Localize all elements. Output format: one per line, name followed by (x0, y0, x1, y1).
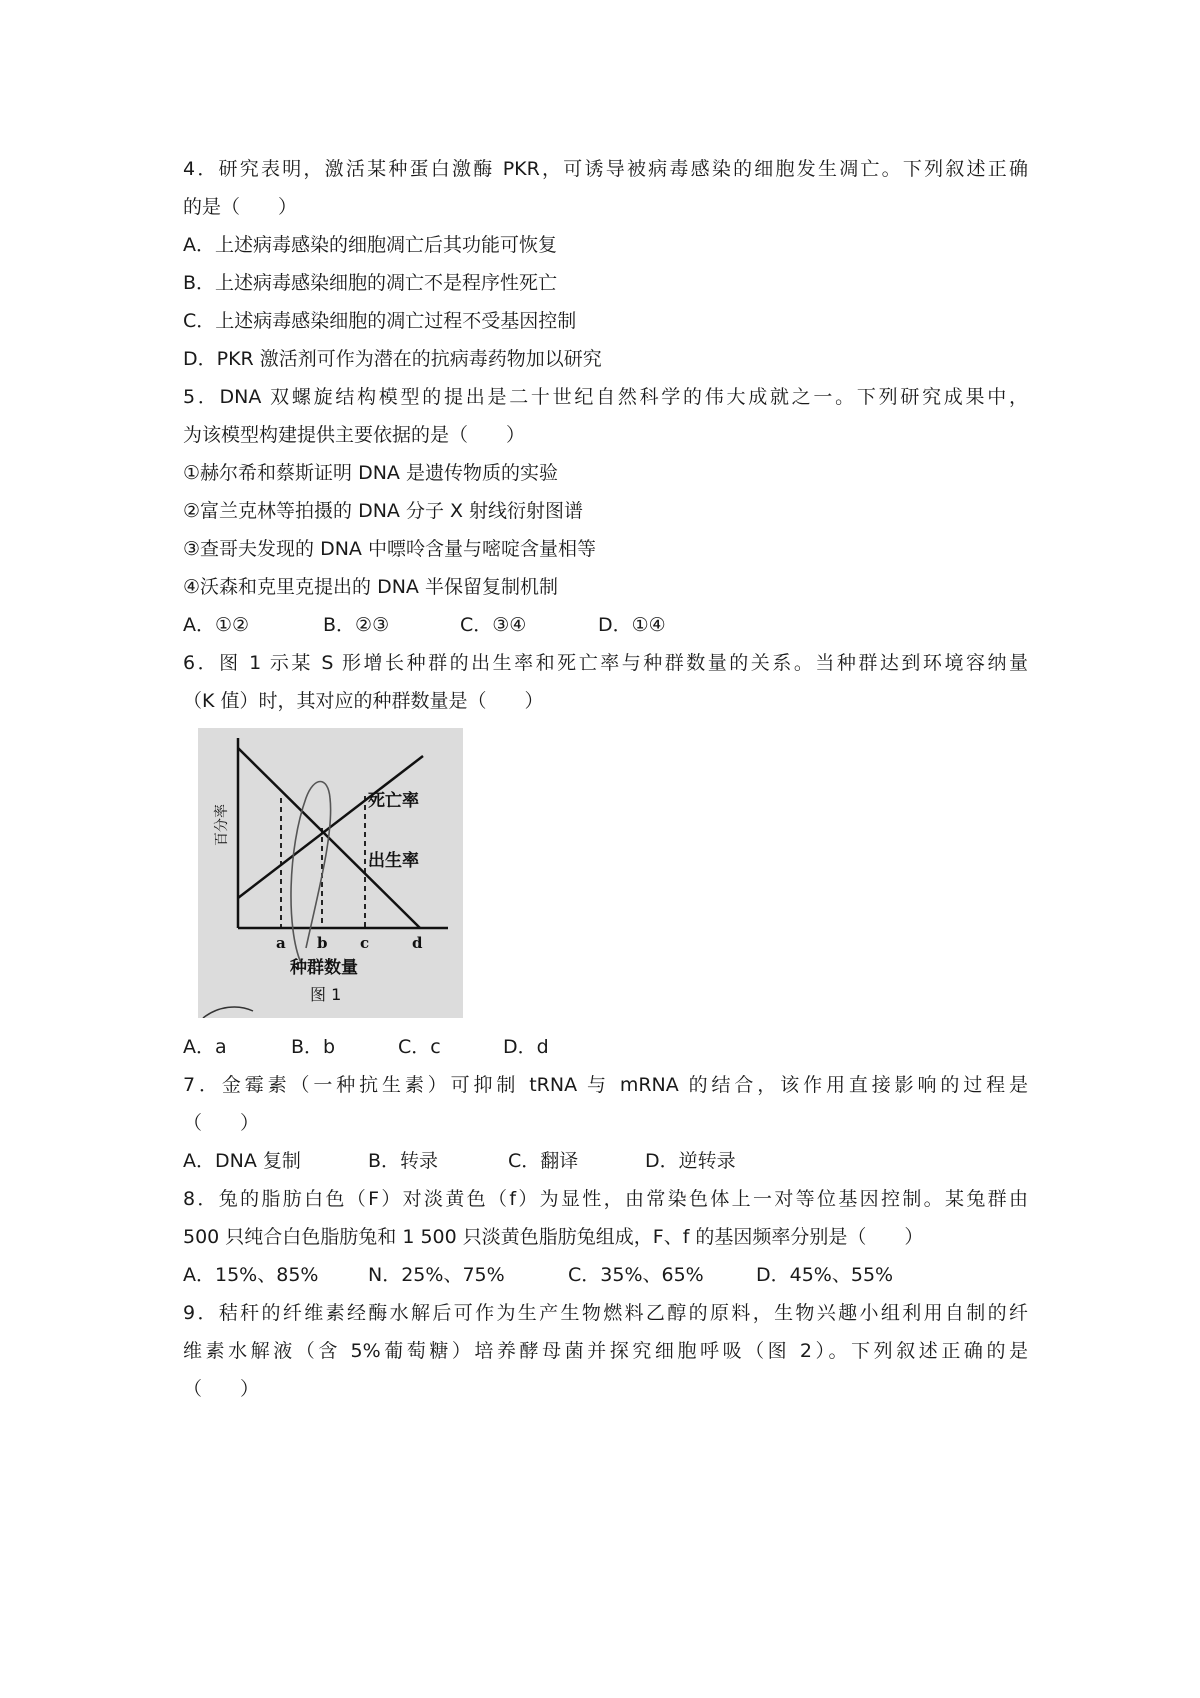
q5-option-a: A．①② (183, 614, 250, 636)
q9-stem-line1: 9．秸秆的纤维素经酶水解后可作为生产生物燃料乙醇的原料，生物兴趣小组利用自制的纤 (183, 1302, 1028, 1324)
question-column (183, 150, 1028, 1408)
q5-stem-line2: 为该模型构建提供主要依据的是（ ） (183, 424, 526, 446)
q4-option-a: A．上述病毒感染的细胞凋亡后其功能可恢复 (183, 234, 557, 256)
tick-a: a (276, 934, 286, 952)
tick-b: b (317, 934, 328, 952)
q5-option-b: B．②③ (323, 614, 390, 636)
question-4 (183, 150, 1028, 378)
q5-item-2: ②富兰克林等拍摄的 DNA 分子 X 射线衍射图谱 (183, 500, 584, 522)
q6-option-c: C．c (398, 1036, 441, 1058)
scan-artifact-arc (203, 1007, 253, 1018)
figure-1-graph (198, 728, 463, 1018)
q6-stem-line2: （K 值）时，其对应的种群数量是（ ） (183, 690, 544, 712)
question-7 (183, 1066, 1028, 1180)
q6-option-a: A．a (183, 1036, 227, 1058)
q8-stem-line1: 8．兔的脂肪白色（F）对淡黄色（f）为显性，由常染色体上一对等位基因控制。某兔群由 (183, 1188, 1028, 1210)
death-rate-label: 死亡率 (368, 791, 419, 811)
question-8 (183, 1180, 1028, 1294)
q8-option-b: N．25%、75% (368, 1264, 505, 1286)
q5-options (183, 606, 1028, 644)
figure-caption: 图 1 (310, 985, 342, 1004)
q7-stem-line1: 7．金霉素（一种抗生素）可抑制 tRNA 与 mRNA 的结合，该作用直接影响的过程是 (183, 1074, 1028, 1096)
q4-option-c: C．上述病毒感染细胞的凋亡过程不受基因控制 (183, 310, 577, 332)
q9-stem-line2: 维素水解液（含 5%葡萄糖）培养酵母菌并探究细胞呼吸（图 2）。下列叙述正确的是 (183, 1340, 1028, 1362)
figure-1 (198, 728, 463, 1018)
q6-option-b: B．b (291, 1036, 336, 1058)
q7-option-d: D．逆转录 (645, 1150, 736, 1172)
q7-option-c: C．翻译 (508, 1150, 579, 1172)
question-6 (183, 644, 1028, 1066)
q8-option-c: C．35%、65% (568, 1264, 704, 1286)
q4-stem-line2: 的是（ ） (183, 196, 298, 218)
q8-option-d: D．45%、55% (756, 1264, 894, 1286)
q6-options (183, 1028, 1028, 1066)
q4-option-d: D．PKR 激活剂可作为潜在的抗病毒药物加以研究 (183, 348, 602, 370)
q8-options (183, 1256, 1028, 1294)
q5-stem-line1: 5．DNA 双螺旋结构模型的提出是二十世纪自然科学的伟大成就之一。下列研究成果中， (183, 386, 1028, 408)
q8-stem-line2: 500 只纯合白色脂肪兔和 1 500 只淡黄色脂肪兔组成，F、f 的基因频率分别是（ ） (183, 1226, 924, 1248)
q7-stem-line2: （ ） (183, 1112, 260, 1134)
q4-option-b: B．上述病毒感染细胞的凋亡不是程序性死亡 (183, 272, 558, 294)
tick-c: c (360, 934, 370, 952)
q5-item-3: ③查哥夫发现的 DNA 中嘌呤含量与嘧啶含量相等 (183, 538, 596, 560)
tick-d: d (412, 934, 423, 952)
q4-stem-line1: 4．研究表明，激活某种蛋白激酶 PKR，可诱导被病毒感染的细胞发生凋亡。下列叙述正确 (183, 158, 1028, 180)
y-axis-label: 百分率 (214, 804, 230, 846)
q5-item-4: ④沃森和克里克提出的 DNA 半保留复制机制 (183, 576, 558, 598)
q7-option-a: A．DNA 复制 (183, 1150, 301, 1172)
question-5 (183, 378, 1028, 644)
q9-stem-line3: （ ） (183, 1378, 260, 1400)
q8-option-a: A．15%、85% (183, 1264, 319, 1286)
q5-option-d: D．①④ (598, 614, 666, 636)
q7-option-b: B．转录 (368, 1150, 439, 1172)
q7-options (183, 1142, 1028, 1180)
q5-option-c: C．③④ (460, 614, 527, 636)
q6-option-d: D．d (503, 1036, 549, 1058)
q5-item-1: ①赫尔希和蔡斯证明 DNA 是遗传物质的实验 (183, 462, 558, 484)
x-axis-label: 种群数量 (290, 958, 358, 978)
question-9 (183, 1294, 1028, 1408)
q6-stem-line1: 6．图 1 示某 S 形增长种群的出生率和死亡率与种群数量的关系。当种群达到环境容纳量 (183, 652, 1028, 674)
birth-rate-label: 出生率 (368, 851, 419, 871)
